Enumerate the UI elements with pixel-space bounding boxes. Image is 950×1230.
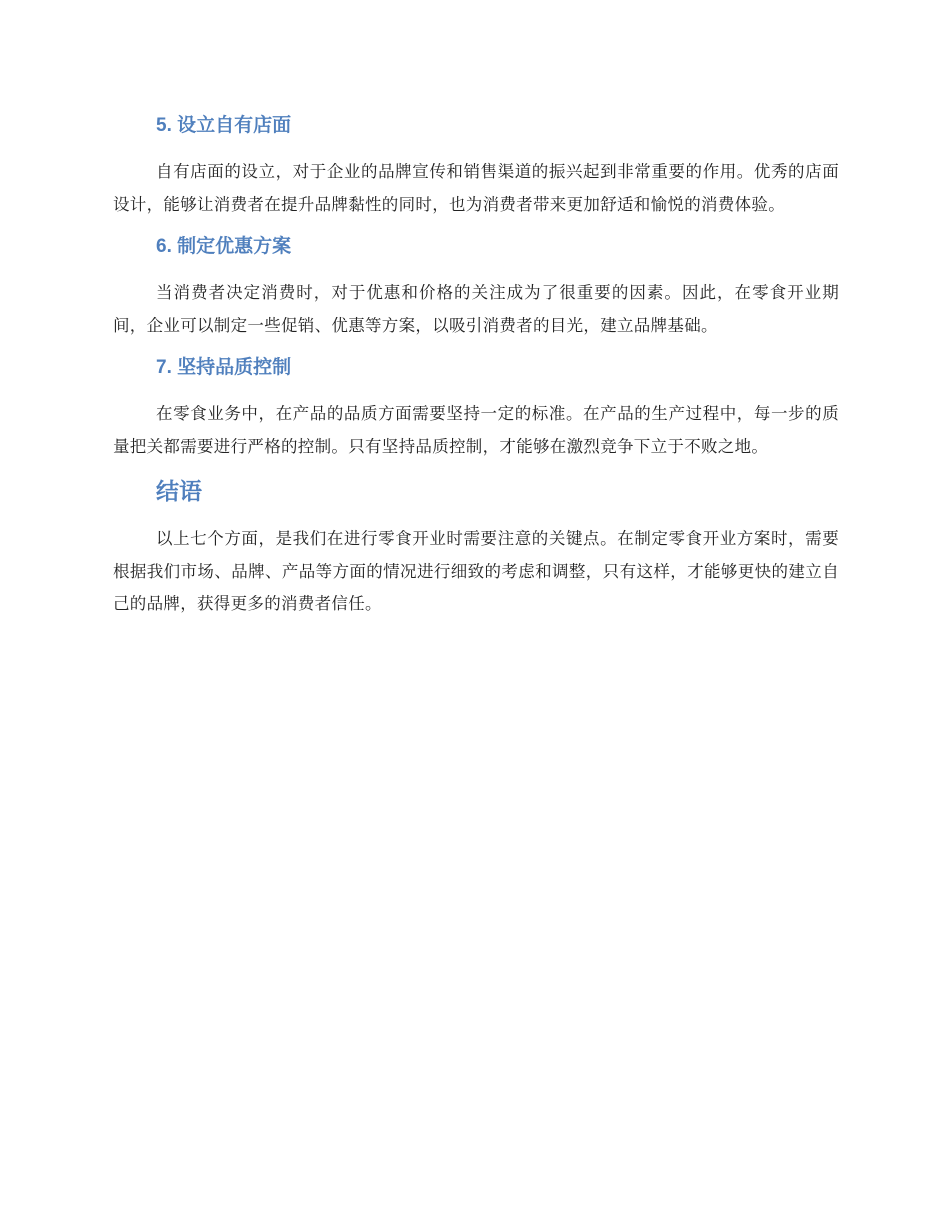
conclusion-body: 以上七个方面，是我们在进行零食开业时需要注意的关键点。在制定零食开业方案时，需要根据我们市场、品牌、产品等方面的情况进行细致的考虑和调整，只有这样，才能够更快的建立自己的品牌，获得更多的消费者信任。 <box>113 529 839 613</box>
section-heading-6: 6. 制定优惠方案 <box>156 236 292 257</box>
section-heading-5: 5. 设立自有店面 <box>156 115 292 136</box>
section-heading-7: 7. 坚持品质控制 <box>156 357 292 378</box>
document-content <box>113 110 839 631</box>
section-body-6: 当消费者决定消费时，对于优惠和价格的关注成为了很重要的因素。因此，在零食开业期间，企业可以制定一些促销、优惠等方案，以吸引消费者的目光，建立品牌基础。 <box>113 283 839 335</box>
section-body-7: 在零食业务中，在产品的品质方面需要坚持一定的标准。在产品的生产过程中，每一步的质量把关都需要进行严格的控制。只有坚持品质控制，才能够在激烈竞争下立于不败之地。 <box>113 404 839 456</box>
conclusion-heading: 结语 <box>156 478 202 504</box>
section-body-5: 自有店面的设立，对于企业的品牌宣传和销售渠道的振兴起到非常重要的作用。优秀的店面设计，能够让消费者在提升品牌黏性的同时，也为消费者带来更加舒适和愉悦的消费体验。 <box>113 162 839 214</box>
